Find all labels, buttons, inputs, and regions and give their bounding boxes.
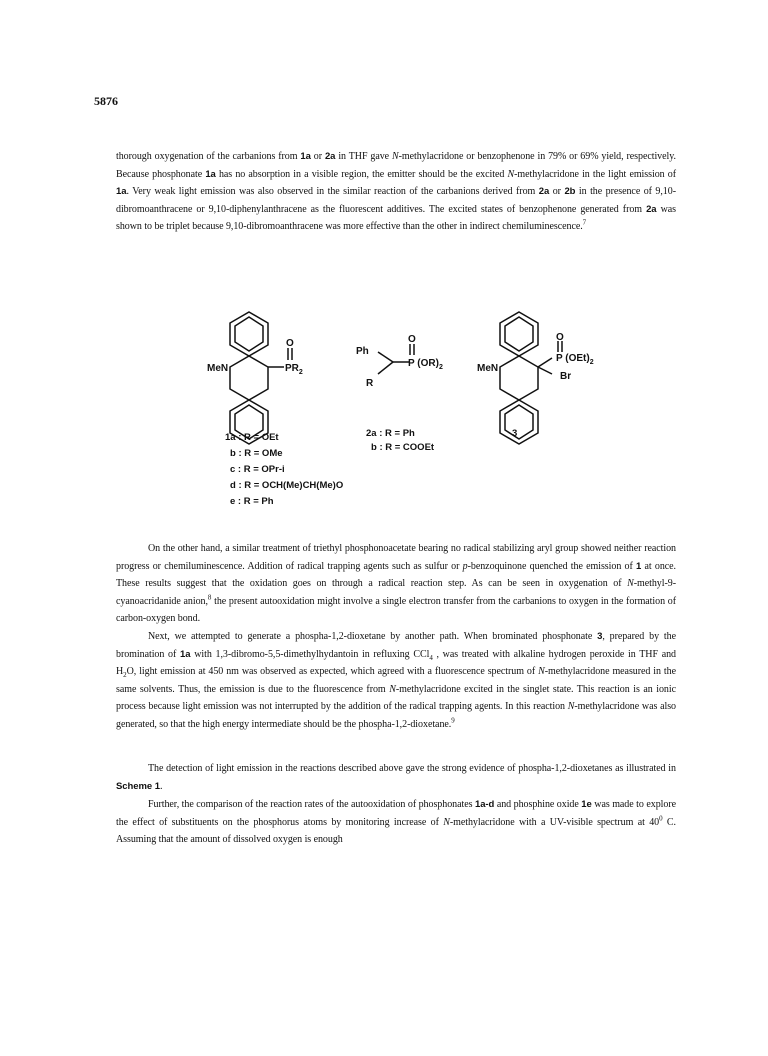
s1-oxygen-text: O	[286, 338, 294, 349]
structures-svg	[0, 300, 768, 530]
paragraph-2: On the other hand, a similar treatment of triethyl phosphonoacetate bearing no radical stabilizing aryl group showed neither reaction progress or chemiluminescence. Addition of radical trapping agents such as sulfur or p-benzoquinone quenched the emission of 1 at once. These results suggest that the oxidation goes on through a radical reaction step. As can be seen in oxygenation of N-methyl-9-cyanoacridanide anion,$^8$ the present autooxidation might involve a single electron transfer from the carbanions to oxygen in the formation of carbon-oxygen bond.	[116, 543, 676, 625]
s3-p-text: P $(OEt)_2$	[556, 353, 594, 366]
s2-oxygen-text: O	[408, 334, 416, 345]
paragraph-4: The detection of light emission in the reactions described above gave the strong evidence of phospha-1,2-dioxetanes as illustrated in Scheme 1.	[116, 763, 676, 792]
paragraph-5: Further, the comparison of the reaction rates of the autooxidation of phosphonates 1a-d and phosphine oxide 1e was made to explore the effect of substituents on the phosphorus atoms by monitoring increase of N-methylacridone with a UV-visible spectrum at $40^0$ C. Assuming that the amount of dissolved oxygen is enough	[116, 799, 676, 846]
s3-men-text: MeN	[477, 363, 499, 374]
chemical-structures-figure	[0, 300, 768, 530]
paragraph-3: Next, we attempted to generate a phospha-1,2-dioxetane by another path. When brominated phosphonate 3, prepared by the bromination of 1a with 1,3-dibromo-5,5-dimethylhydantoin in refluxing CCl$_4$ , was treated with alkaline hydrogen peroxide in THF and $H_2O$, light emission at 450 nm was observed as expected, which agreed with a fluorescence spectrum of N-methylacridone measured in the same solvents. Thus, the emission is due to the fluorescence from N-methylacridone excited in the singlet state. This reaction is an ionic process because light emission was not interrupted by the addition of the radical trapping agents. In this reaction N-methylacridone was also generated, so that the high energy intermediate should be the phospha-1,2-dioxetane.$^9$	[116, 631, 677, 730]
structure-3-drawing	[500, 312, 562, 444]
label-1a: 1a : R = OEt	[225, 432, 279, 443]
label-3: 3	[512, 428, 518, 439]
s2-r-text: R	[366, 378, 374, 389]
s2-p-text: P $(OR)_2$	[408, 358, 443, 371]
label-1d: d : R = OCH(Me)CH(Me)O	[230, 480, 344, 491]
s3-br-text: Br	[560, 371, 572, 382]
s1-pr-text: $PR_2$	[285, 363, 303, 376]
label-2a: 2a : R = Ph	[366, 428, 415, 439]
label-1e: e : R = Ph	[230, 496, 274, 507]
label-1b: b : R = OMe	[230, 448, 283, 459]
label-2b: b : R = COOEt	[371, 442, 435, 453]
structure-1-drawing	[230, 312, 292, 444]
label-1c: c : R = OPr-i	[230, 464, 285, 475]
paragraph-1: thorough oxygenation of the carbanions from 1a or 2a in THF gave N-methylacridone or benzophenone in 79% or 69% yield, respectively. Because phosphonate 1a has no absorption in a visible region, the emitter should be the excited N-methylacridone in the light emission of 1a. Very weak light emission was also observed in the similar reaction of the carbanions derived from 2a or 2b in the presence of 9,10-dibromoanthracene or 9,10-diphenylanthracene as the fluorescent additives. The excited states of benzophenone generated from 2a was shown to be triplet because 9,10-dibromoanthracene was more effective than the other in indirect chemiluminescence.$^7$	[116, 151, 677, 233]
page-number: 5876	[94, 94, 118, 108]
s3-oxygen-text: O	[556, 332, 564, 343]
s2-ph-text: Ph	[356, 346, 369, 357]
s1-men-text: MeN	[207, 363, 229, 374]
